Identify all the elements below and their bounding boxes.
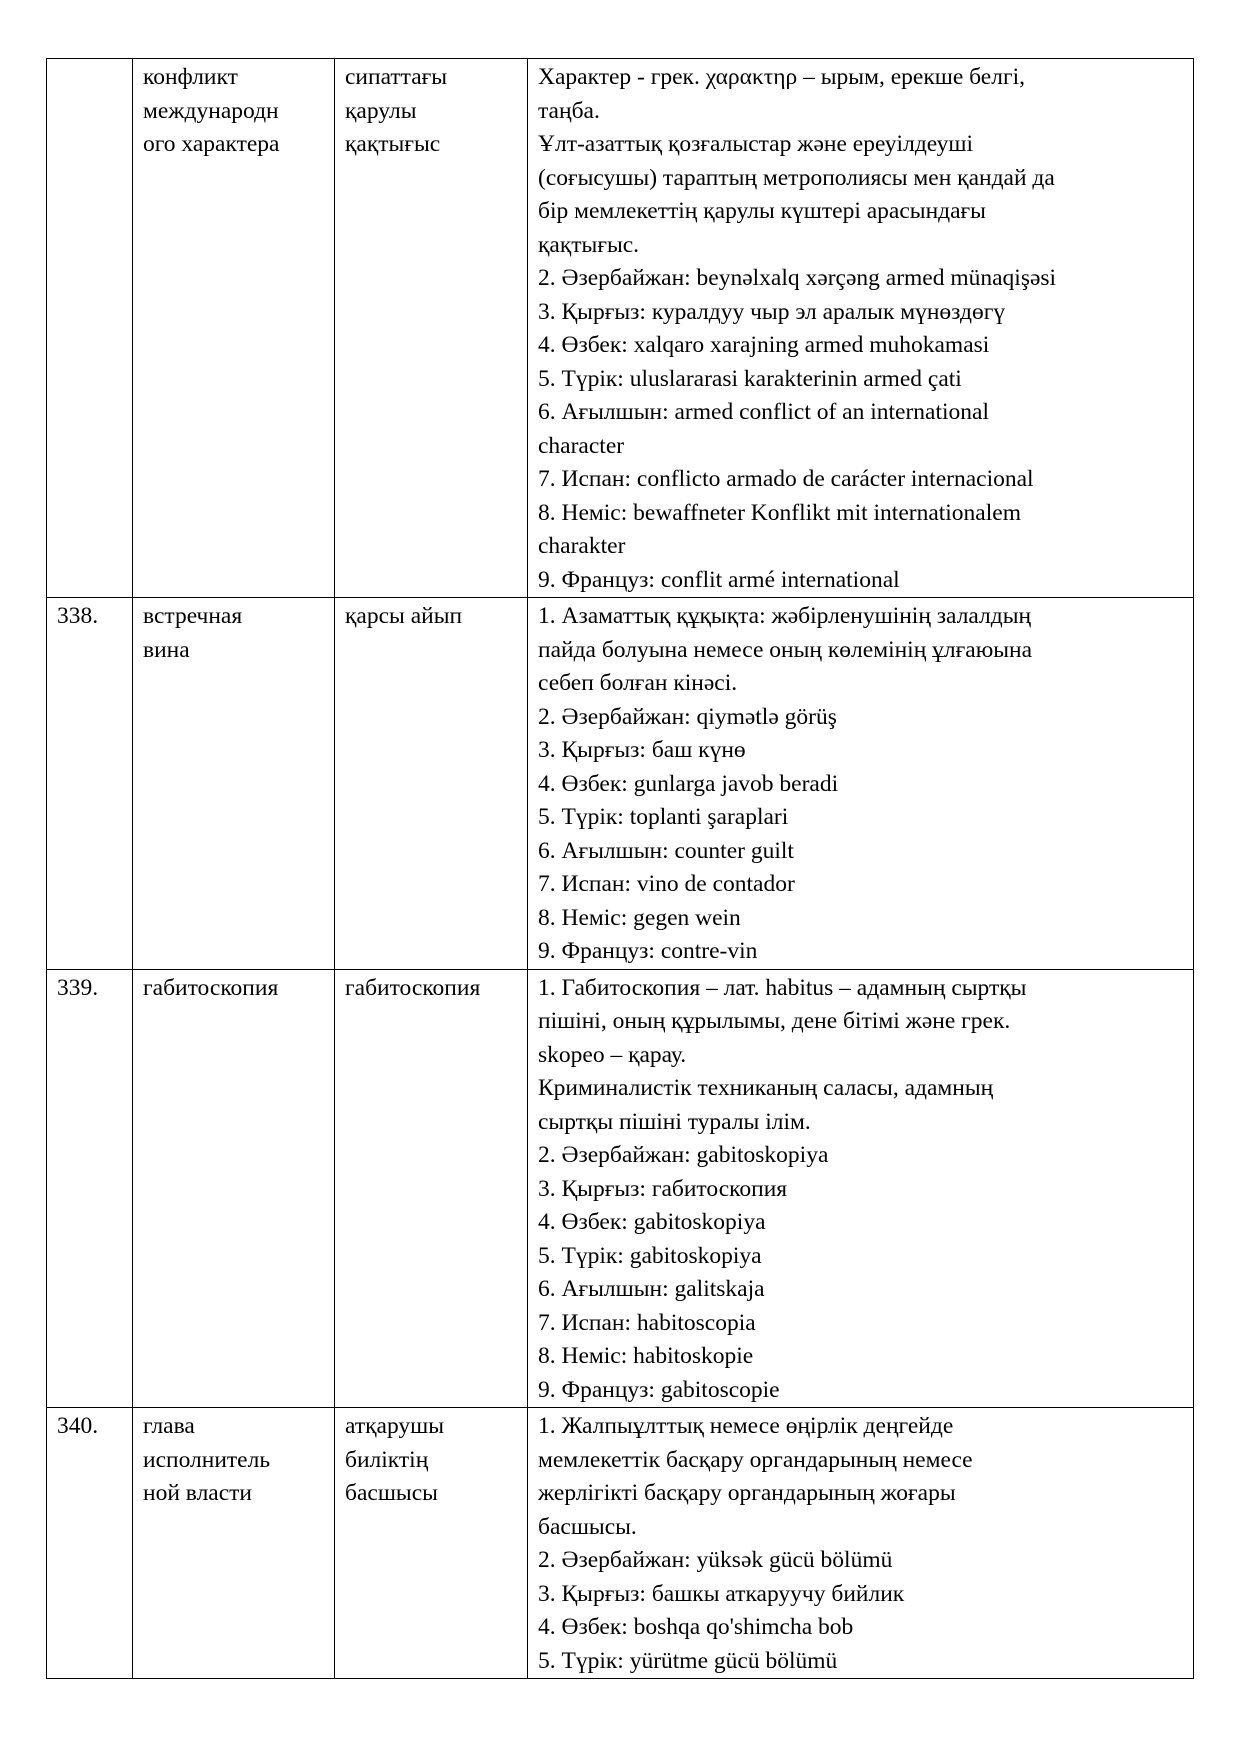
definition-line: 8. Неміс: bewaffneter Konflikt mit internationalem [538,499,1021,526]
definition-line: пішіні, оның құрылымы, дене бітімі және грек. [538,1008,1011,1034]
definition-line: 7. Испан: conflicto armado de carácter internacional [538,466,1034,492]
table-row [47,59,1194,598]
definition-line: character [538,432,625,459]
table-row [47,969,1194,1408]
table-row [47,1408,1194,1679]
definition-line: себеп болған кінәсі. [538,670,738,696]
definition-line: Характер - грек. χαρακτηρ – ырым, ерекше белгі, [538,64,1025,90]
definition-line: charakter [538,533,626,559]
definition-line: 1. Азаматтық құқықта: жәбірленушінің залалдың [538,603,1032,629]
russian-term-line: исполнитель [143,1446,271,1473]
definition-line: 4. Өзбек: boshqa qo'shimcha bob [538,1614,854,1640]
kazakh-term-cell [335,969,528,1408]
definition-line: 7. Испан: habitoscopia [538,1309,756,1336]
kazakh-term-line: биліктің [345,1446,429,1473]
term-number: 339. [57,974,99,1001]
russian-term-line: конфликт [143,64,238,90]
definition-line: 6. Ағылшын: counter guilt [538,837,794,864]
term-number-cell [47,1408,133,1679]
russian-term-cell [133,1408,335,1679]
kazakh-term-line: сипаттағы [345,64,448,90]
term-number-cell [47,59,133,598]
definition-line: 5. Түрік: yürütme gücü bölümü [538,1647,838,1674]
definition-cell [528,598,1194,970]
terminology-table [46,58,1194,1679]
definition-line: пайда болуына немесе оның көлемінің ұлғаюына [538,636,1033,663]
kazakh-term-line: атқарушы [345,1413,445,1439]
russian-term-line: встречная [143,603,243,629]
definition-line: 1. Габитоскопия – лат. habitus – адамның сыртқы [538,974,1027,1001]
definition-cell [528,59,1194,598]
definition-line: 5. Түрік: gabitoskopiya [538,1242,762,1269]
definition-line: 9. Француз: contre-vin [538,938,758,964]
kazakh-term-line: қарсы айып [345,603,463,629]
definition-line: сыртқы пішіні туралы ілім. [538,1108,811,1135]
definition-line: қақтығыс. [538,231,640,258]
definition-line: Криминалистік техниканың саласы, адамның [538,1075,994,1101]
definition-line: басшысы. [538,1513,637,1540]
kazakh-term-line: габитоскопия [345,974,481,1001]
definition-line: 6. Ағылшын: galitskaja [538,1276,765,1302]
definition-line: (соғысушы) тараптың метрополиясы мен қандай да [538,164,1055,191]
definition-line: жерлігікті басқару органдарының жоғары [538,1480,956,1506]
definition-line: skоpео – қарау. [538,1041,687,1068]
definition-line: 4. Өзбек: gunlarga javob beradi [538,770,839,797]
definition-line: 3. Қырғыз: габитоскопия [538,1175,788,1202]
definition-line: 4. Өзбек: xalqaro xarajning armed muhokamasi [538,332,990,358]
kazakh-term-cell [335,1408,528,1679]
definition-line: 5. Түрік: uluslararasi karakterinin armed çati [538,365,962,392]
definition-line: 1. Жалпыұлттық немесе өңірлік деңгейде [538,1413,954,1439]
definition-line: 9. Француз: gabitoscopie [538,1376,780,1403]
russian-term-line: глава [143,1413,195,1439]
russian-term-line: ной власти [143,1480,252,1506]
russian-term-cell [133,969,335,1408]
definition-line: 7. Испан: vino de contador [538,871,795,897]
russian-term-line: габитоскопия [143,974,279,1001]
russian-term-line: вина [143,636,190,663]
term-number: 340. [57,1413,99,1439]
definition-line: 2. Әзербайжан: yüksək gücü bölümü [538,1547,893,1573]
definition-line: 9. Француз: conflit armé international [538,566,900,593]
russian-term-cell [133,598,335,970]
definition-line: 3. Қырғыз: баш күнө [538,737,746,763]
definition-cell [528,1408,1194,1679]
russian-term-cell [133,59,335,598]
table-body [47,59,1194,1679]
table-row [47,598,1194,970]
definition-line: бір мемлекеттің қарулы күштері арасындағы [538,198,986,224]
definition-line: 8. Неміс: habitoskopie [538,1343,754,1369]
russian-term-line: международн [143,97,279,124]
definition-line: Ұлт-азаттық қозғалыстар және ереуілдеуші [538,131,973,157]
kazakh-term-cell [335,598,528,970]
definition-line: таңба. [538,97,600,124]
definition-line: 3. Қырғыз: куралдуу чыр эл аралык мүнөздөгү [538,298,1006,325]
definition-line: 8. Неміс: gegen wein [538,904,741,931]
definition-line: 6. Ағылшын: armed conflict of an international [538,399,989,425]
definition-line: 2. Әзербайжан: gabitoskopiya [538,1142,829,1168]
russian-term-line: ого характера [143,131,280,157]
definition-line: 3. Қырғыз: башкы аткаруучу бийлик [538,1580,905,1607]
definition-line: 2. Әзербайжан: beynəlxalq xərçəng armed münaqişəsi [538,265,1057,291]
term-number-cell [47,598,133,970]
definition-cell [528,969,1194,1408]
term-number-cell [47,969,133,1408]
kazakh-term-line: қақтығыс [345,131,441,157]
kazakh-term-line: қарулы [345,97,417,124]
definition-line: 5. Түрік: toplanti şaraplari [538,804,789,830]
definition-line: 4. Өзбек: gabitoskopiya [538,1209,766,1235]
term-number: 338. [57,603,99,629]
kazakh-term-line: басшысы [345,1480,438,1506]
kazakh-term-cell [335,59,528,598]
definition-line: 2. Әзербайжан: qiymətlə görüş [538,703,837,730]
definition-line: мемлекеттік басқару органдарының немесе [538,1446,973,1473]
